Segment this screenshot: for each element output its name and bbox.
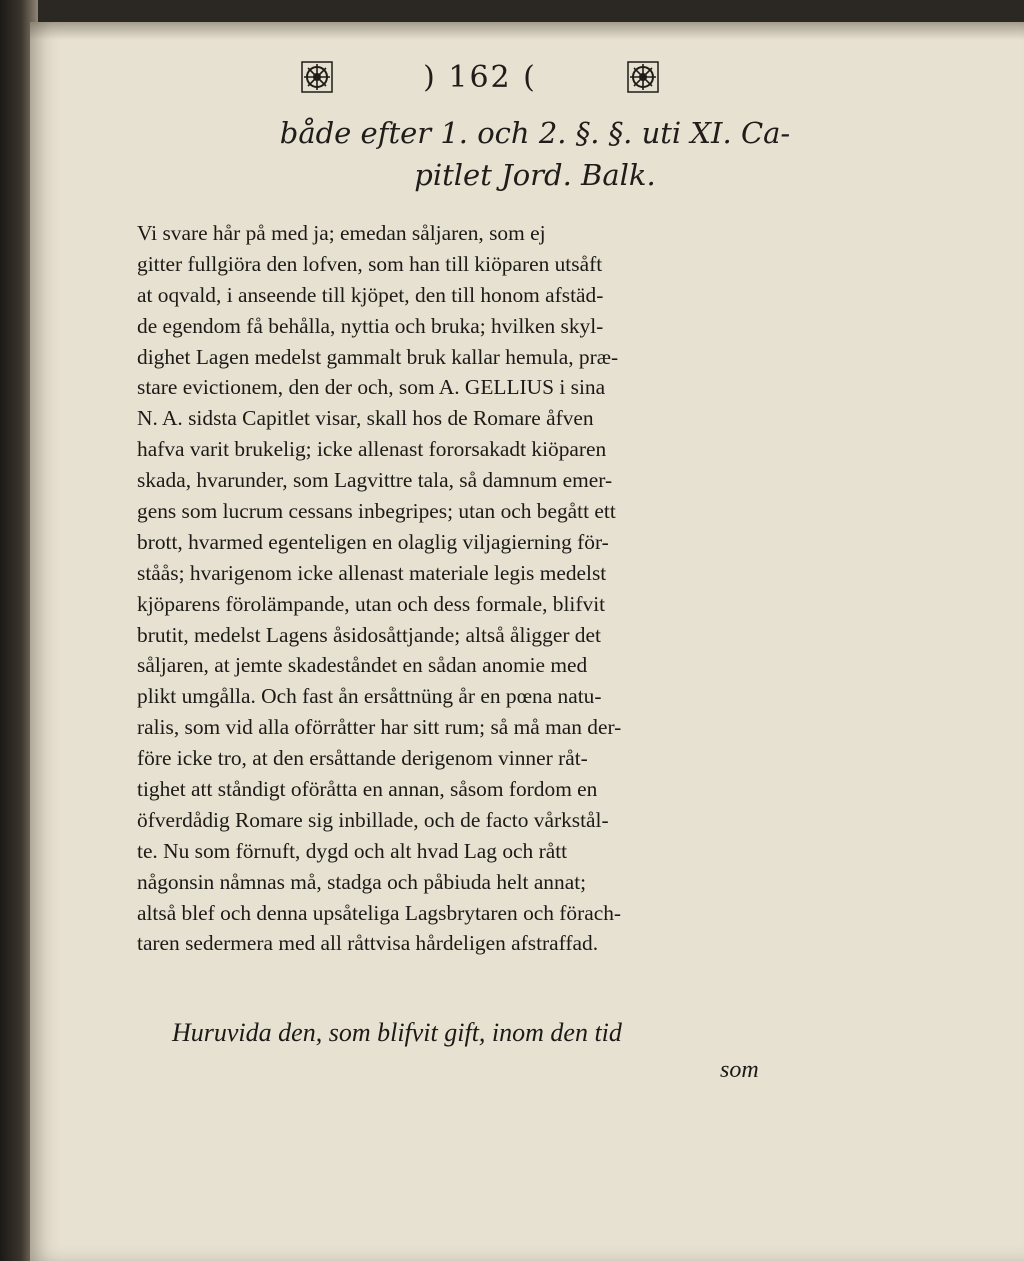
body-line: hafva varit brukelig; icke allenast fororsakadt kiöparen [137, 437, 607, 462]
body-paragraph [137, 218, 827, 959]
body-line: plikt umgålla. Och fast ån ersåttnüng år en pœna natu- [137, 684, 602, 709]
body-line: taren sedermera med all råttvisa hårdeligen afstraffad. [137, 931, 599, 956]
fleuron-icon [626, 60, 660, 94]
body-line: gens som lucrum cessans inbegripes; utan och begått ett [137, 499, 616, 524]
next-section-heading: Huruvida den, som blifvit gift, inom den tid [172, 1018, 622, 1047]
body-line: såljaren, at jemte skadeståndet en sådan anomie med [137, 653, 588, 678]
catchword: som [720, 1057, 759, 1083]
body-line: kjöparens förolämpande, utan och dess formale, blifvit [137, 591, 606, 616]
body-line: altså blef och denna upsåteliga Lagsbrytaren och förach- [137, 900, 622, 925]
body-line: de egendom få behålla, nyttia och bruka; hvilken skyl- [137, 313, 604, 338]
body-line: öfverdådig Romare sig inbillade, och de facto vårkstål- [137, 807, 609, 832]
body-line: brott, hvarmed egenteligen en olaglig viljagierning för- [137, 529, 609, 554]
body-line: tighet att ståndigt oföråtta en annan, såsom fordom en [137, 777, 598, 802]
section-title-line-1: både efter 1. och 2. §. §. uti XI. Ca- [279, 116, 791, 150]
section-title-line-2: pitlet Jord. Balk. [414, 158, 656, 192]
body-line: ralis, som vid alla oförråtter har sitt rum; så må man der- [137, 715, 622, 740]
body-line: Vi svare hår på med ja; emedan såljaren, som ej [137, 221, 546, 245]
body-line: dighet Lagen medelst gammalt bruk kallar hemula, præ- [137, 344, 619, 369]
body-line: N. A. sidsta Capitlet visar, skall hos de Romare åfven [137, 406, 594, 431]
body-line: skada, hvarunder, som Lagvittre tala, så damnum emer- [137, 468, 613, 493]
body-line: någonsin nåmnas må, stadga och påbiuda helt annat; [137, 869, 587, 894]
body-line: brutit, medelst Lagens åsidosåttjande; altså åligger det [137, 622, 601, 647]
page-top-shadow [30, 22, 1024, 40]
body-line: te. Nu som förnuft, dygd och alt hvad Lag och rått [137, 838, 568, 863]
fleuron-icon [300, 60, 334, 94]
body-line: ståås; hvarigenom icke allenast materiale legis medelst [137, 560, 607, 585]
body-line: gitter fullgiöra den lofven, som han till kiöparen utsåft [137, 251, 603, 276]
body-line: stare evictionem, den der och, som A. GELLIUS i sina [137, 375, 606, 400]
page-header [300, 52, 660, 102]
page-number: ) 162 ( [423, 59, 537, 95]
body-line: före icke tro, at den ersåttande derigenom vinner råt- [137, 746, 588, 771]
body-line: at oqvald, i anseende till kjöpet, den till honom afstäd- [137, 282, 604, 307]
